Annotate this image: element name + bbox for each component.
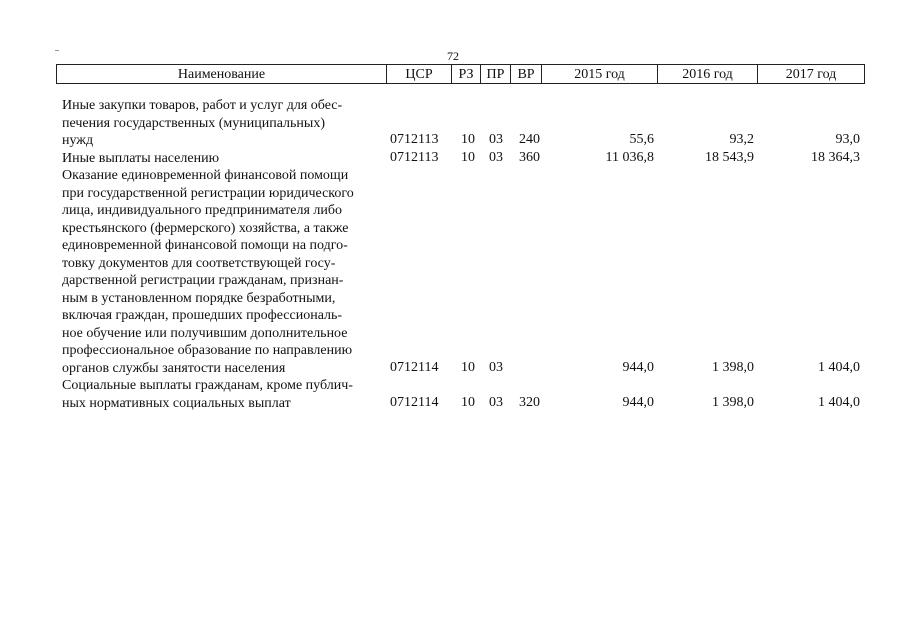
row-name-line: Оказание единовременной финансовой помощи <box>62 168 349 183</box>
row-2017: 93,0 <box>835 132 860 147</box>
row-name-line: нужд <box>62 133 94 148</box>
row-pr: 03 <box>489 132 503 147</box>
row-csr: 0712113 <box>390 132 439 147</box>
row-name-line: ным в установленном порядке безработными, <box>62 290 336 306</box>
row-2015: 944,0 <box>622 394 654 410</box>
header-2015: 2015 год <box>542 65 658 83</box>
row-2016: 93,2 <box>729 132 754 147</box>
row-2016: 1 398,0 <box>712 394 754 410</box>
row-name-line: при государственной регистрации юридического <box>62 185 354 201</box>
row-csr: 0712114 <box>390 359 439 375</box>
row-name-line: товку документов для соответствующей госу- <box>62 255 336 271</box>
row-name-line: дарственной регистрации гражданам, признан- <box>62 273 344 288</box>
row-2015: 55,6 <box>629 132 654 147</box>
row-name <box>62 377 382 412</box>
row-name <box>62 167 382 377</box>
table-header <box>56 64 865 84</box>
row-name-line: включая граждан, прошедших профессиональ- <box>62 308 343 323</box>
row-name-line: лица, индивидуального предпринимателя либо <box>62 203 343 218</box>
row-2017: 1 404,0 <box>818 394 860 410</box>
row-name-line: ное обучение или получившим дополнительное <box>62 325 348 341</box>
header-name: Наименование <box>57 65 387 83</box>
scan-mark <box>55 50 59 51</box>
row-name-line: единовременной финансовой помощи на подго- <box>62 238 348 253</box>
header-2016: 2016 год <box>658 65 758 83</box>
row-pr: 03 <box>489 394 503 410</box>
row-rz: 10 <box>461 149 475 165</box>
row-name-line: Социальные выплаты гражданам, кроме публич- <box>62 378 353 393</box>
row-csr: 0712113 <box>390 149 439 165</box>
row-2015: 11 036,8 <box>605 149 654 165</box>
page-number: 72 <box>447 49 459 63</box>
row-name-line: органов службы занятости населения <box>62 360 286 376</box>
row-2016: 18 543,9 <box>705 149 754 165</box>
row-2015: 944,0 <box>622 359 654 375</box>
row-pr: 03 <box>489 359 503 375</box>
row-csr: 0712114 <box>390 394 439 410</box>
row-name-line: Иные выплаты населению <box>62 150 220 166</box>
row-pr: 03 <box>489 149 503 165</box>
row-2017: 1 404,0 <box>818 359 860 375</box>
header-csr: ЦСР <box>387 65 452 83</box>
row-name <box>62 97 382 150</box>
row-name <box>62 150 382 168</box>
row-name-line: печения государственных (муниципальных) <box>62 115 325 131</box>
row-rz: 10 <box>461 132 475 147</box>
row-vr: 320 <box>519 394 540 410</box>
row-vr: 360 <box>519 149 540 165</box>
row-2016: 1 398,0 <box>712 359 754 375</box>
row-name-line: Иные закупки товаров, работ и услуг для обес- <box>62 98 343 113</box>
header-2017: 2017 год <box>785 67 837 82</box>
row-2017: 18 364,3 <box>811 149 860 165</box>
row-rz: 10 <box>461 394 475 410</box>
row-rz: 10 <box>461 359 475 375</box>
row-name-line: крестьянского (фермерского) хозяйства, а также <box>62 220 349 236</box>
row-name-line: профессиональное образование по направлению <box>62 343 353 358</box>
row-name-line: ных нормативных социальных выплат <box>62 395 291 411</box>
header-vr: ВР <box>511 65 542 83</box>
header-rz: РЗ <box>452 65 481 83</box>
header-pr: ПР <box>481 65 511 83</box>
row-vr: 240 <box>519 132 540 147</box>
